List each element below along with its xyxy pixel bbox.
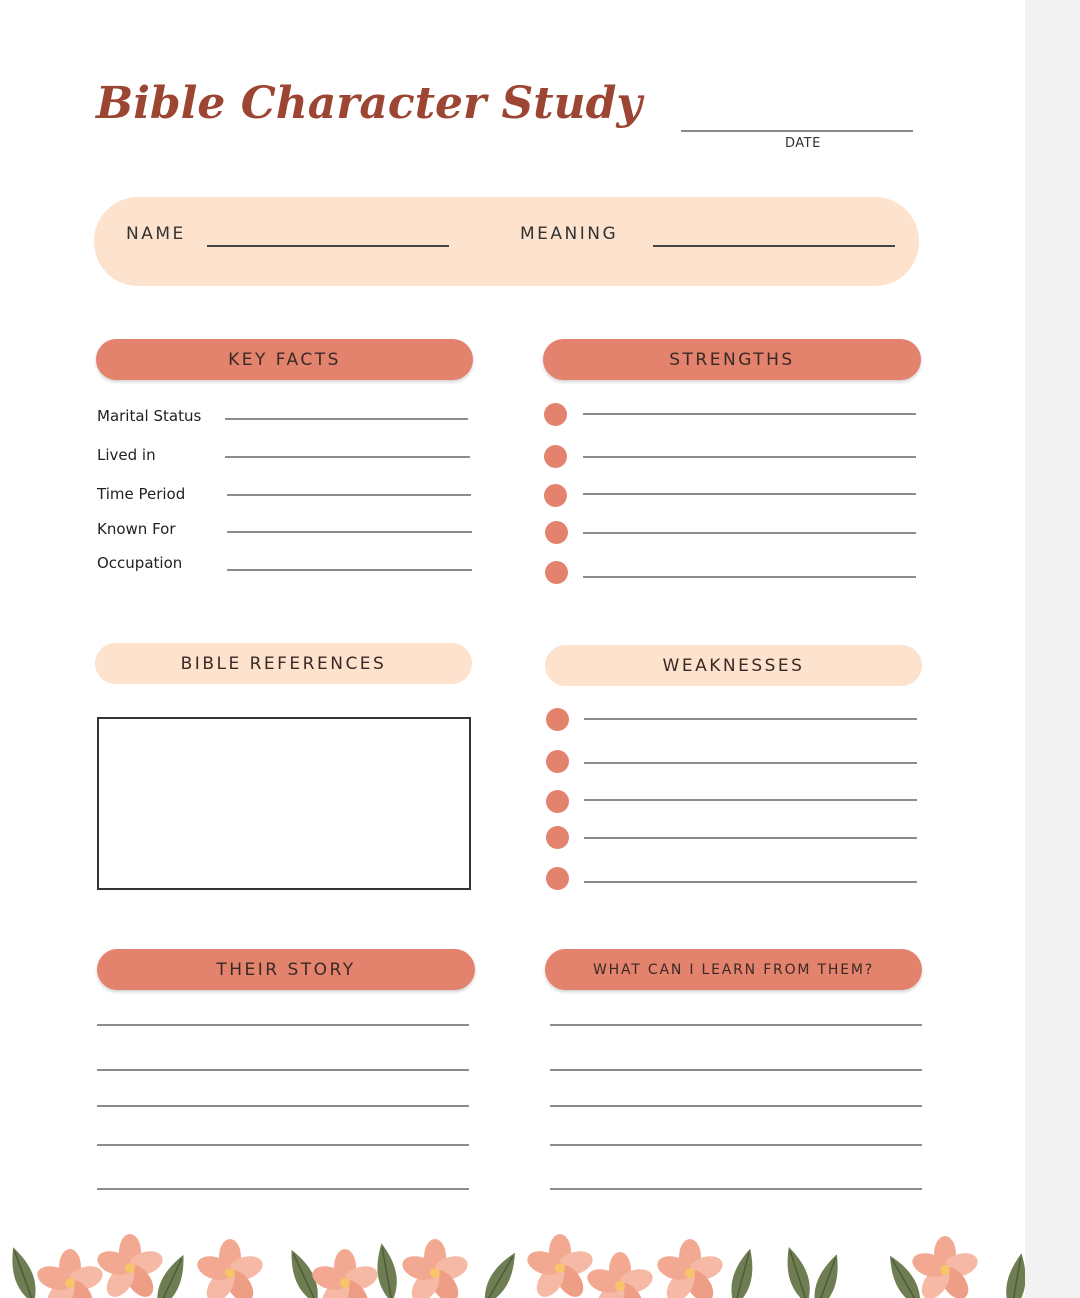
strength-line[interactable] [583,493,916,495]
learn-line[interactable] [550,1188,922,1190]
weakness-line[interactable] [584,881,917,883]
fact-label-marital-status: Marital Status [97,407,202,425]
weakness-line[interactable] [584,718,917,720]
story-line[interactable] [97,1144,469,1146]
fact-field-known-for[interactable] [227,531,472,533]
name-field[interactable] [207,245,449,247]
weakness-bullet [546,826,569,849]
name-meaning-bar [94,197,919,286]
weakness-bullet [546,750,569,773]
story-line[interactable] [97,1105,469,1107]
story-line[interactable] [97,1069,469,1071]
story-line[interactable] [97,1024,469,1026]
weakness-bullet [546,790,569,813]
their-story-heading: THEIR STORY [97,949,475,990]
strength-bullet [545,561,568,584]
bible-references-heading: BIBLE REFERENCES [95,643,472,684]
learn-line[interactable] [550,1144,922,1146]
weakness-line[interactable] [584,799,917,801]
floral-border-icon [0,1228,1025,1298]
page-title: Bible Character Study [96,78,642,129]
fact-field-marital-status[interactable] [225,418,468,420]
fact-field-occupation[interactable] [227,569,472,571]
strength-line[interactable] [583,532,916,534]
learn-line[interactable] [550,1069,922,1071]
meaning-label: MEANING [520,224,619,244]
fact-label-lived-in: Lived in [97,446,156,464]
strength-bullet [544,403,567,426]
weakness-bullet [546,708,569,731]
bible-references-box[interactable] [97,717,471,890]
strength-bullet [544,445,567,468]
strength-line[interactable] [583,413,916,415]
meaning-field[interactable] [653,245,895,247]
strength-line[interactable] [583,576,916,578]
strength-bullet [545,521,568,544]
fact-label-time-period: Time Period [97,485,186,503]
learn-line[interactable] [550,1024,922,1026]
name-label: NAME [126,224,186,244]
learn-line[interactable] [550,1105,922,1107]
date-field[interactable] [681,130,913,132]
fact-label-occupation: Occupation [97,554,183,572]
weaknesses-heading: WEAKNESSES [545,645,922,686]
weakness-bullet [546,867,569,890]
weakness-line[interactable] [584,762,917,764]
key-facts-heading: KEY FACTS [96,339,473,380]
strength-line[interactable] [583,456,916,458]
strengths-heading: STRENGTHS [543,339,921,380]
learn-heading: WHAT CAN I LEARN FROM THEM? [545,949,922,990]
strength-bullet [544,484,567,507]
fact-field-lived-in[interactable] [225,456,470,458]
fact-field-time-period[interactable] [227,494,471,496]
story-line[interactable] [97,1188,469,1190]
weakness-line[interactable] [584,837,917,839]
date-label: DATE [785,136,821,151]
fact-label-known-for: Known For [97,520,176,538]
